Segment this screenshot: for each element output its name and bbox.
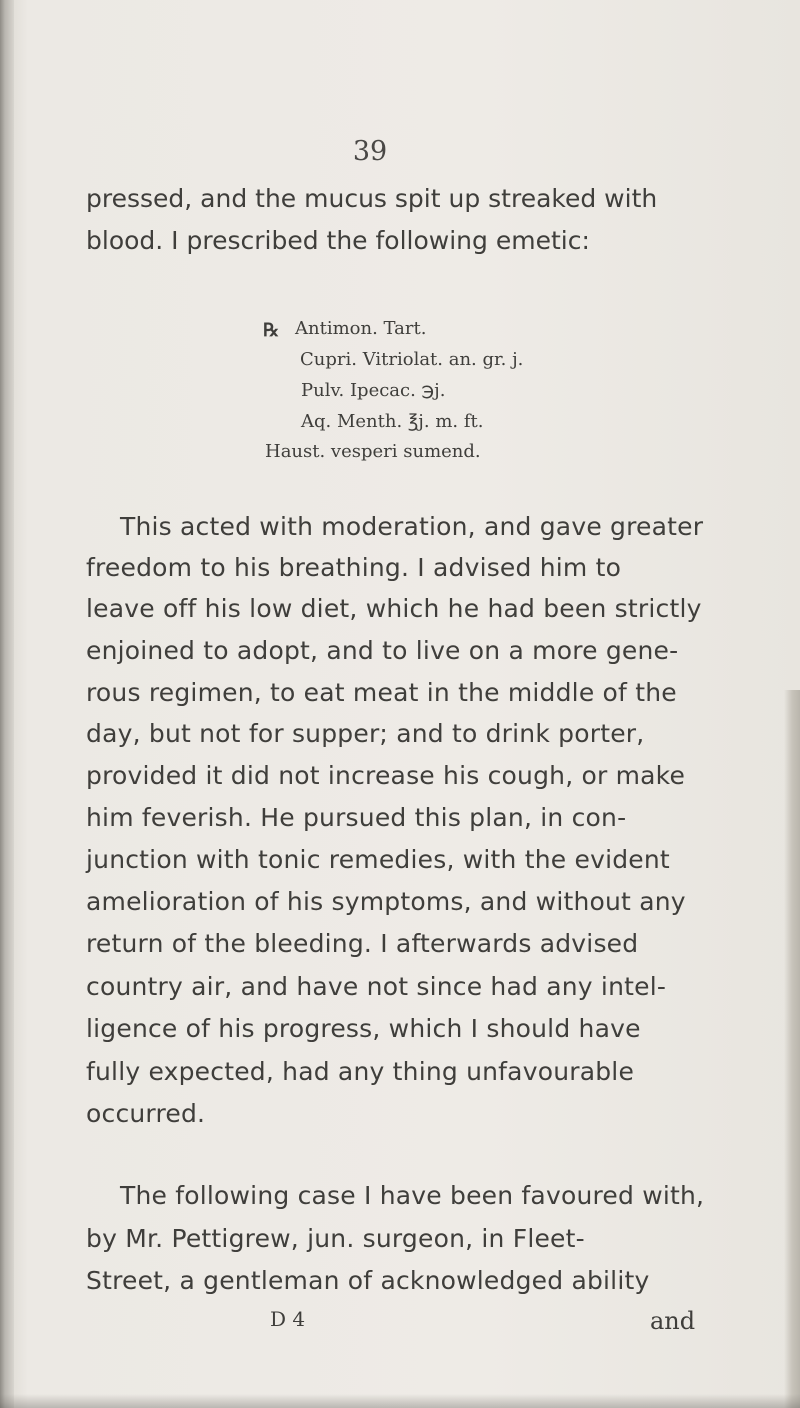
paragraph-2-line: freedom to his breathing. I advised him to <box>86 553 622 582</box>
paragraph-2-line: country air, and have not since had any intel- <box>86 972 667 1001</box>
paragraph-2-line: amelioration of his symptoms, and without any <box>86 887 686 916</box>
paragraph-2-line: ligence of his progress, which I should have <box>86 1014 641 1043</box>
paragraph-1-line: blood. I prescribed the following emetic: <box>86 226 590 255</box>
paragraph-3-line: The following case I have been favoured with, <box>120 1181 705 1210</box>
prescription-line: Cupri. Vitriolat. an. gr. j. <box>300 349 524 370</box>
paragraph-1-line: pressed, and the mucus spit up streaked with <box>86 184 658 213</box>
paragraph-2-line: This acted with moderation, and gave greater <box>120 512 704 541</box>
paragraph-2-line: him feverish. He pursued this plan, in con- <box>86 803 627 832</box>
recipe-symbol: ℞ <box>263 320 280 341</box>
paragraph-2-line: return of the bleeding. I afterwards advised <box>86 929 639 958</box>
prescription-line: Haust. vesperi sumend. <box>265 441 481 462</box>
paragraph-2-line: junction with tonic remedies, with the evident <box>86 845 670 874</box>
paragraph-2-line: rous regimen, to eat meat in the middle of the <box>86 678 677 707</box>
prescription-line: Antimon. Tart. <box>295 318 427 339</box>
catchword: and <box>650 1307 696 1335</box>
prescription-line: Pulv. Ipecac. ℈j. <box>301 380 446 401</box>
paragraph-2-line: leave off his low diet, which he had been strictly <box>86 594 702 623</box>
prescription-line: Aq. Menth. ℥j. m. ft. <box>301 411 484 432</box>
page-edge-shadow <box>784 690 800 1408</box>
paragraph-3-line: Street, a gentleman of acknowledged ability <box>86 1266 650 1295</box>
paragraph-2-line: fully expected, had any thing unfavourable <box>86 1057 635 1086</box>
paragraph-2-line: occurred. <box>86 1099 206 1128</box>
binding-shadow <box>0 0 14 1408</box>
paragraph-2-line: provided it did not increase his cough, or make <box>86 761 686 790</box>
bottom-edge-shadow <box>0 1394 800 1408</box>
signature-mark: D 4 <box>270 1307 306 1331</box>
paragraph-3-line: by Mr. Pettigrew, jun. surgeon, in Fleet- <box>86 1224 585 1253</box>
paragraph-2-line: enjoined to adopt, and to live on a more gene- <box>86 636 679 665</box>
paragraph-2-line: day, but not for supper; and to drink porter, <box>86 719 645 748</box>
page-number: 39 <box>352 136 388 167</box>
